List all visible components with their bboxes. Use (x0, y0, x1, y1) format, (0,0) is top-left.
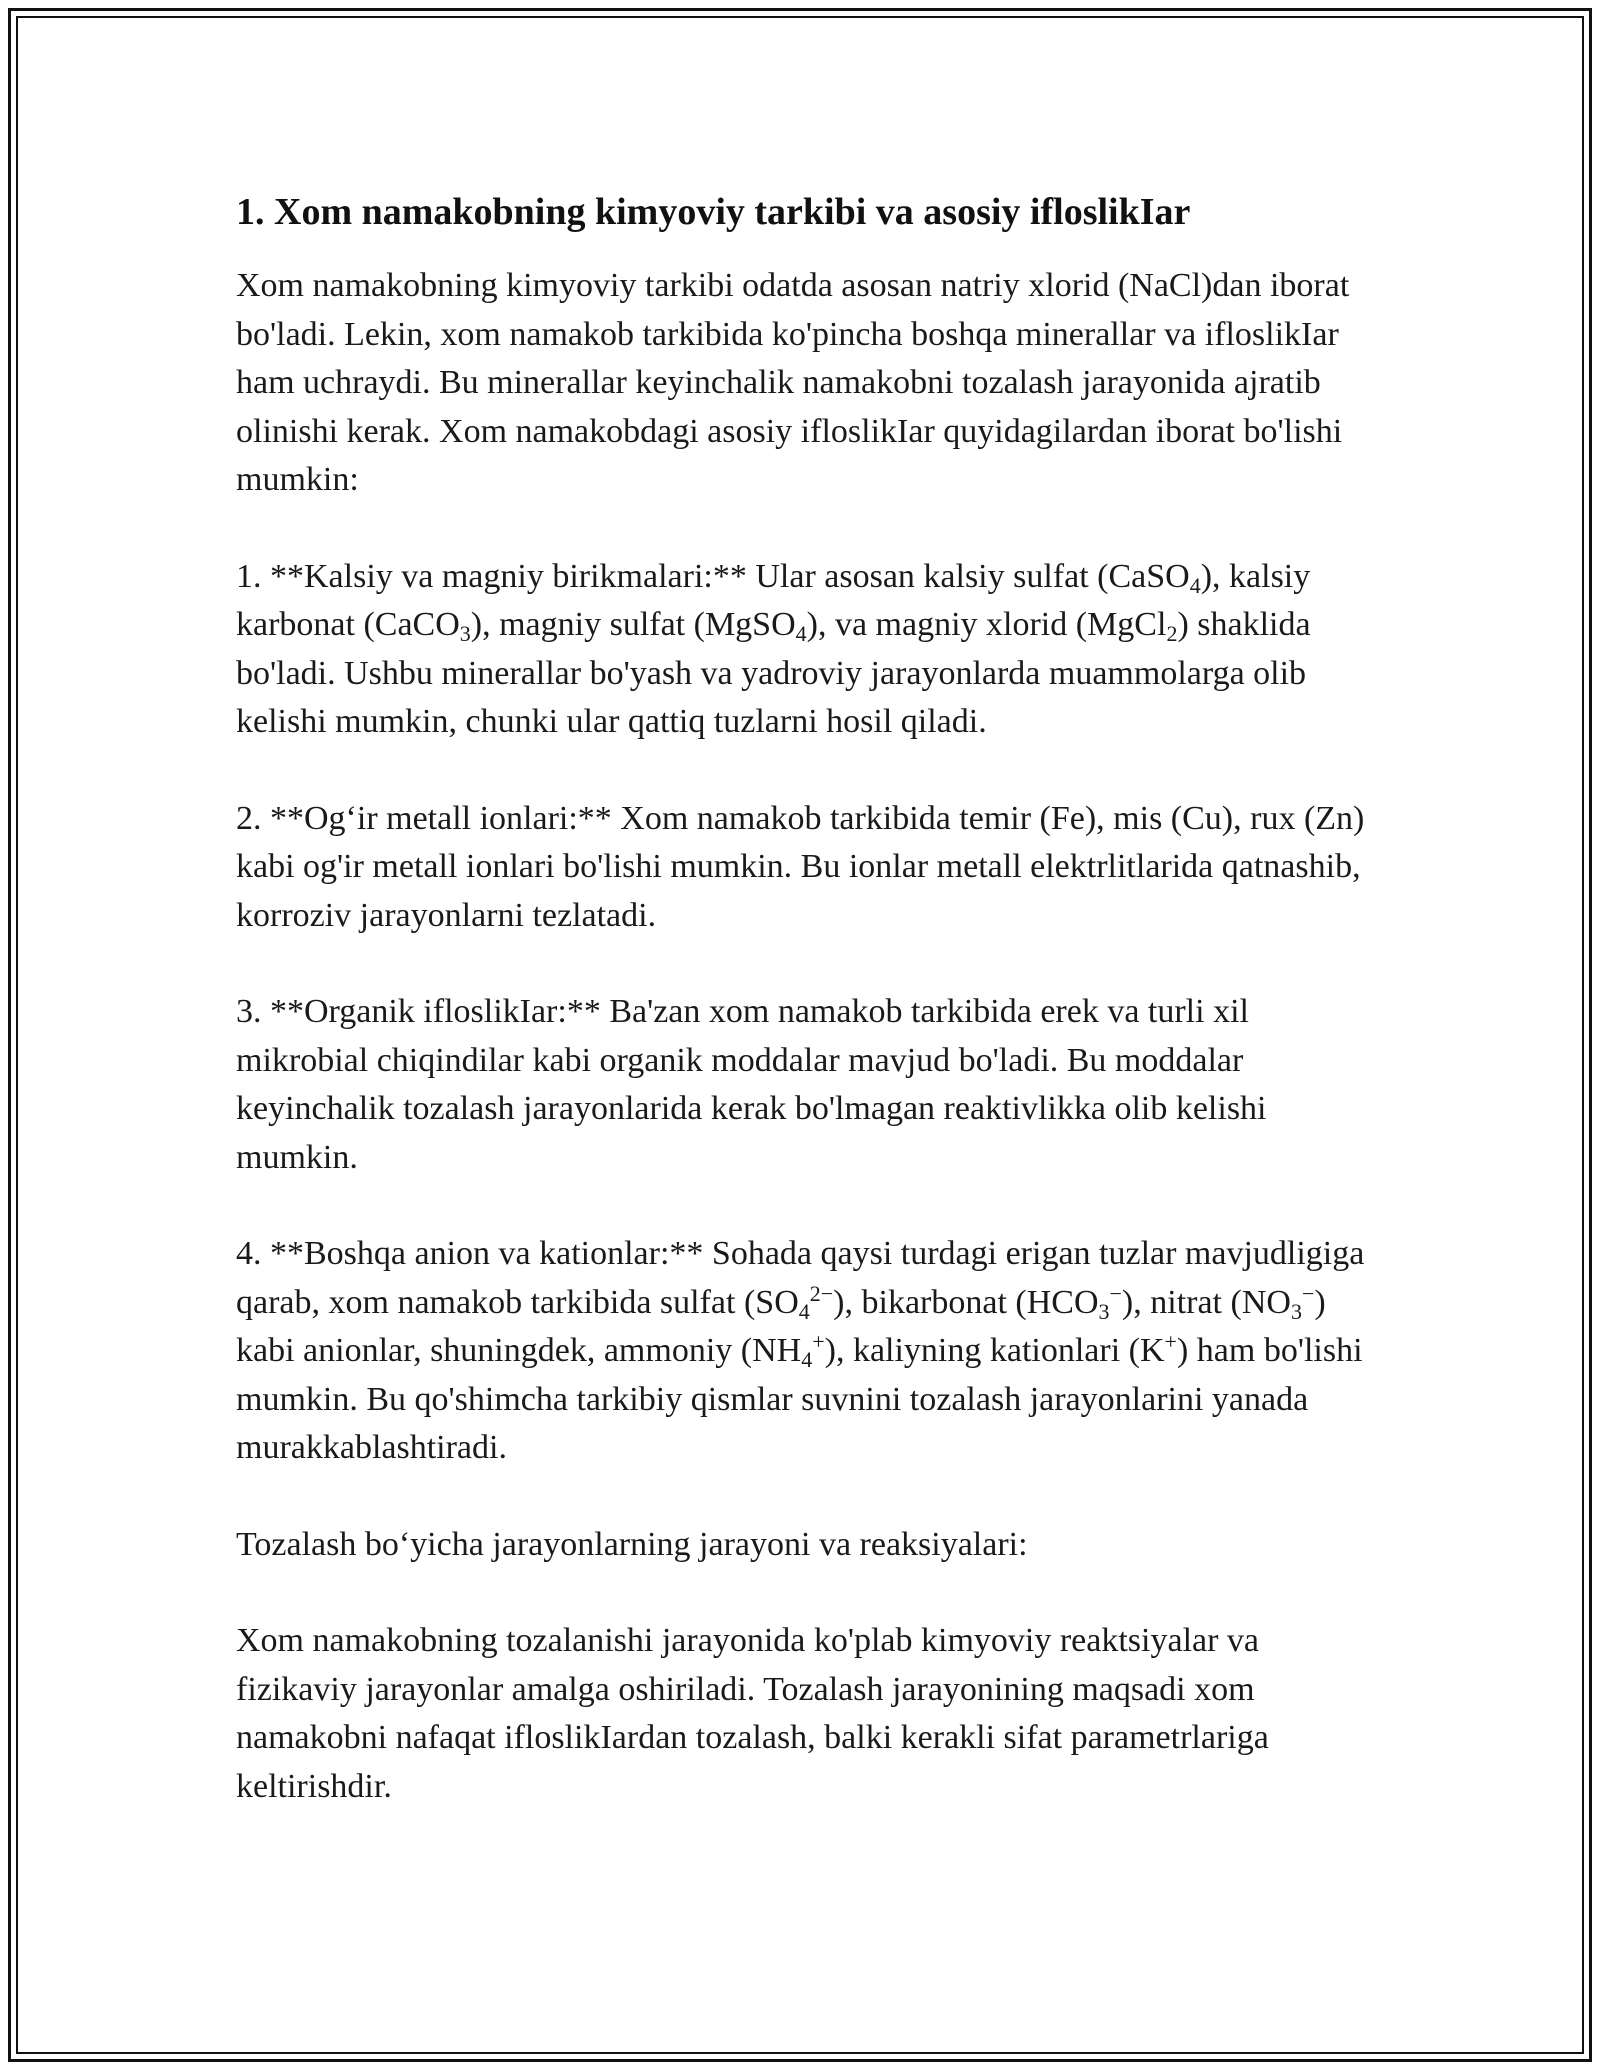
text-run: ), va magniy xlorid (MgCl (806, 606, 1167, 643)
item-calcium-magnesium (236, 553, 1376, 747)
text-run: ) kabi anionlar, shuningdek, ammoniy (NH (236, 1283, 1326, 1369)
subscript: 3 (1098, 1298, 1110, 1324)
document-body (236, 188, 1376, 1859)
item-heavy-metals: 2. **Og‘ir metall ionlari:** Xom namakob tarkibida temir (Fe), mis (Cu), rux (Zn) kabi og'ir metall ionlari bo'lishi mumkin. Bu ionlar metall elektrlitlarida qatnashib, korroziv jarayonlarni tezlatadi. (236, 799, 1365, 934)
subscript: 3 (1290, 1298, 1302, 1324)
intro-paragraph: Xom namakobning kimyoviy tarkibi odatda asosan natriy xlorid (NaCl)dan iborat bo'ladi. Lekin, xom namakob tarkibida ko'pincha boshqa minerallar va ifloslikIar ham uchraydi. Bu minerallar keyinchalik namakobni tozalash jarayonida ajratib olinishi kerak. Xom namakobdagi asosiy ifloslikIar quyidagilardan iborat bo'lishi mumkin: (236, 267, 1350, 498)
superscript: + (1164, 1329, 1177, 1354)
section-heading: 1. Xom namakobning kimyoviy tarkibi va asosiy ifloslikIar (236, 191, 1191, 233)
text-run: ) ham bo'lishi mumkin. Bu qo'shimcha tarkibiy qismlar suvnini tozalash jarayonlarini yanada murakkablashtiradi. (236, 1332, 1363, 1466)
superscript: + (812, 1329, 825, 1354)
subscript: 4 (801, 1347, 813, 1372)
subscript: 3 (459, 621, 471, 646)
subscript: 4 (1189, 572, 1201, 598)
subheading-paragraph: Tozalash bo‘yicha jarayonlarning jarayoni va reaksiyalari: (236, 1525, 1028, 1563)
superscript: 2− (809, 1280, 834, 1306)
text-run: ), magniy sulfat (MgSO (470, 606, 796, 643)
superscript: − (1109, 1280, 1122, 1306)
text-run: ) shaklida bo'ladi. Ushbu minerallar bo'yash va yadroviy jarayonlarda muammolarga olib kelishi mumkin, chunki ular qattiq tuzlarni hosil qiladi. (236, 606, 1311, 740)
subscript: 4 (798, 1298, 810, 1324)
text-run: 4. **Boshqa anion va kationlar:** Sohada qaysi turdagi erigan tuzlar mavjudligiga qarab, xom namakob tarkibida sulfat (SO (236, 1235, 1365, 1321)
closing-paragraph: Xom namakobning tozalanishi jarayonida ko'plab kimyoviy reaktsiyalar va fizikaviy jarayonlar amalga oshiriladi. Tozalash jarayonining maqsadi xom namakobni nafaqat ifloslikIardan tozalash, balki kerakli sifat parametrlariga keltirishdir. (236, 1622, 1269, 1805)
item-anions-cations (236, 1230, 1376, 1473)
text-run: ), kaliyning kationlari (K (824, 1332, 1165, 1369)
text-run: ), nitrat (NO (1121, 1283, 1291, 1321)
text-run: ), kalsiy karbonat (CaCO (236, 557, 1311, 643)
text-run: 1. **Kalsiy va magniy birikmalari:** Ular asosan kalsiy sulfat (CaSO (236, 557, 1190, 595)
subscript: 2 (1166, 621, 1178, 646)
text-run: ), bikarbonat (HCO (833, 1283, 1099, 1321)
subscript: 4 (795, 621, 807, 646)
item-organic: 3. **Organik ifloslikIar:** Ba'zan xom namakob tarkibida erek va turli xil mikrobial chiqindilar kabi organik moddalar mavjud bo'ladi. Bu moddalar keyinchalik tozalash jarayonlarida kerak bo'lmagan reaktivlikka olib kelishi mumkin. (236, 993, 1267, 1176)
superscript: − (1301, 1280, 1315, 1306)
